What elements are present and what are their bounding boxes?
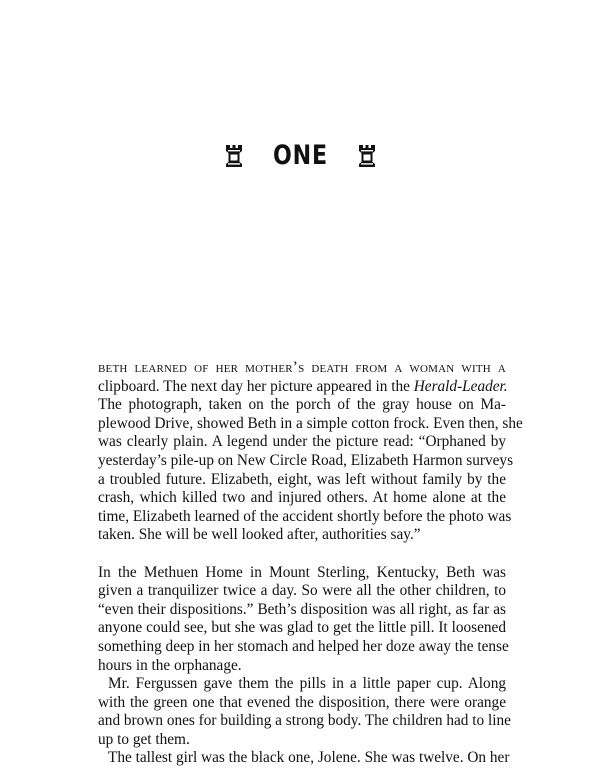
text-line: yesterday’s pile-up on New Circle Road, Elizabeth Harmon surveys	[98, 451, 514, 469]
text-line: The photograph, taken on the porch of the gray house on Ma-	[98, 396, 506, 414]
text-line: beth learned of her mother’s death from a woman with a	[98, 359, 506, 376]
text-line: In the Methuen Home in Mount Sterling, Kentucky, Beth was	[98, 563, 506, 581]
paragraph	[98, 563, 509, 676]
text-line: hours in the orphanage.	[98, 656, 242, 674]
text-line: given a tranquilizer twice a day. So were all the other children, to	[98, 582, 506, 600]
section-break	[98, 545, 506, 564]
newspaper-title: Herald-Leader.	[413, 377, 508, 395]
chess-rook-icon	[358, 144, 376, 168]
text-line: something deep in her stomach and helped her doze away the tense	[98, 637, 509, 655]
chapter-body	[98, 359, 523, 768]
text-line: Mr. Fergussen gave them the pills in a little paper cup. Along	[108, 675, 506, 693]
text-line: up to get them.	[98, 730, 190, 748]
text-run: clipboard. The next day her picture appeared in the	[98, 377, 414, 395]
text-line: a troubled future. Elizabeth, eight, was left without family by the	[98, 470, 506, 488]
paragraph	[98, 359, 523, 545]
text-line: and brown ones for building a strong body. The children had to line	[98, 712, 511, 730]
text-line: The tallest girl was the black one, Jolene. She was twelve. On her	[108, 749, 510, 767]
text-line: anyone could see, but she was glad to get the little pill. It loosened	[98, 619, 506, 637]
text-line	[98, 378, 506, 397]
chess-rook-icon	[225, 144, 243, 168]
text-line: plewood Drive, showed Beth in a simple cotton frock. Even then, she	[98, 414, 523, 432]
text-line: crash, which killed two and injured others. At home alone at the	[98, 489, 506, 507]
paragraph	[98, 749, 510, 768]
chapter-heading	[0, 140, 600, 171]
text-line: time, Elizabeth learned of the accident shortly before the photo was	[98, 507, 512, 525]
text-line: was clearly plain. A legend under the picture read: “Orphaned by	[98, 433, 506, 451]
text-line: with the green one that evened the disposition, there were orange	[98, 693, 506, 711]
paragraph	[98, 675, 511, 749]
chapter-title: ONE	[272, 140, 328, 171]
text-line: taken. She will be well looked after, authorities say.”	[98, 526, 421, 544]
text-line: “even their dispositions.” Beth’s disposition was all right, as far as	[98, 600, 506, 618]
